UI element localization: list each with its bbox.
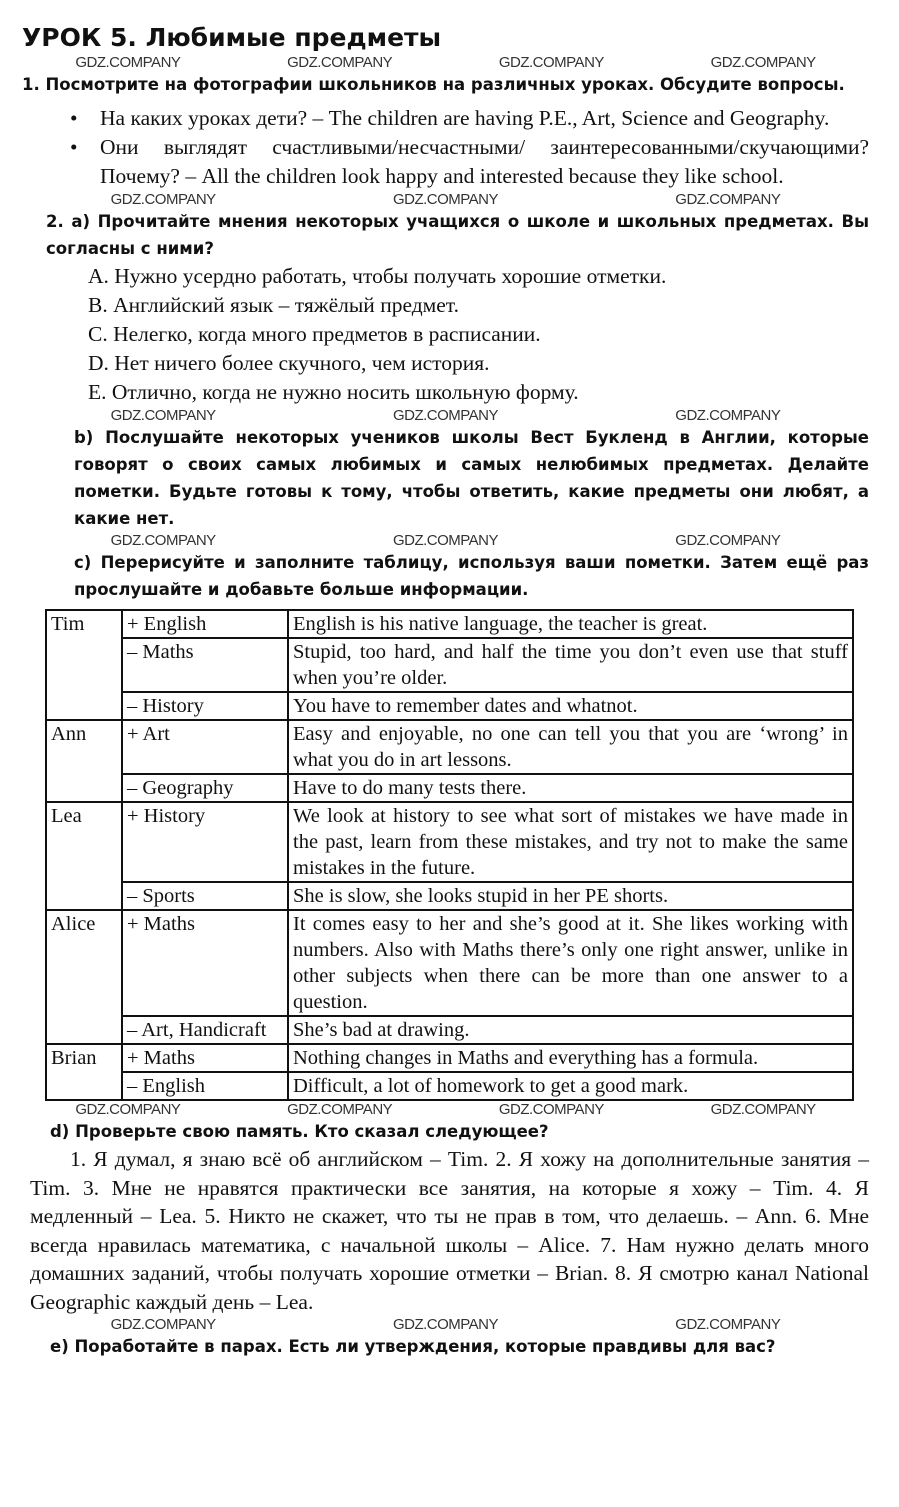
table-row	[46, 1016, 853, 1044]
table-row	[46, 720, 853, 774]
watermark: GDZ.COMPANY	[392, 191, 499, 208]
comment-cell: Stupid, too hard, and half the time you don’t even use that stuff when you’re older.	[288, 638, 853, 692]
watermark: GDZ.COMPANY	[392, 407, 499, 424]
subjects-table	[45, 609, 854, 1101]
bullet-item: • Они выглядят счастливыми/несчастными/ заинтересованными/скучающими? Почему? – All the children look happy and interested because they like school.	[62, 133, 869, 191]
watermark-row	[22, 1316, 869, 1333]
watermark-row	[22, 54, 869, 71]
watermark: GDZ.COMPANY	[710, 1101, 816, 1118]
subject-cell: – Art, Handicraft	[122, 1016, 288, 1044]
table-row	[46, 1072, 853, 1100]
exercise-2a-list	[88, 262, 869, 407]
watermark: GDZ.COMPANY	[498, 54, 604, 71]
statement: C. Нелегко, когда много предметов в расписании.	[88, 322, 541, 346]
subject-cell: – English	[122, 1072, 288, 1100]
table-row	[46, 774, 853, 802]
watermark: GDZ.COMPANY	[287, 54, 393, 71]
comment-cell: It comes easy to her and she’s good at it. She likes working with numbers. Also with Maths there’s only one right answer, unlike in other subjects when there can be more than one answer to a question.	[288, 910, 853, 1016]
watermark: GDZ.COMPANY	[498, 1101, 604, 1118]
comment-cell: Easy and enjoyable, no one can tell you that you are ‘wrong’ in what you do in art lessons.	[288, 720, 853, 774]
watermark: GDZ.COMPANY	[75, 54, 181, 71]
exercise-1-bullets	[62, 104, 869, 191]
exercise-2d-answers: 1. Я думал, я знаю всё об английском – Tim. 2. Я хожу на дополнительные занятия – Tim. 3. Мне не нравятся практически все занятия, на которые я хожу – Tim. 4. Я медленный – Lea. 5. Никто не скажет, что ты не прав в том, что делаешь. – Ann. 6. Мне всегда нравилась математика, с начальной школы – Alice. 7. Нам нужно делать много домашних заданий, чтобы получать хорошие отметки – Brian. 8. Я смотрю канал National Geographic каждый день – Lea.	[30, 1147, 869, 1314]
watermark-row	[22, 532, 869, 549]
bullet-item: • На каких уроках дети? – The children are having P.E., Art, Science and Geography.	[62, 104, 869, 133]
subject-cell: – Maths	[122, 638, 288, 692]
subject-cell: – History	[122, 692, 288, 720]
watermark: GDZ.COMPANY	[75, 1101, 181, 1118]
subject-cell: + Maths	[122, 1044, 288, 1072]
comment-cell: You have to remember dates and whatnot.	[288, 692, 853, 720]
watermark-row	[22, 191, 869, 208]
exercise-2e-heading: e) Поработайте в парах. Есть ли утверждения, которые правдивы для вас?	[50, 1337, 776, 1356]
watermark: GDZ.COMPANY	[110, 1316, 216, 1333]
watermark: GDZ.COMPANY	[710, 54, 816, 71]
watermark-row	[22, 407, 869, 424]
statement: B. Английский язык – тяжёлый предмет.	[88, 293, 459, 317]
exercise-2a-heading: 2. a) Прочитайте мнения некоторых учащихся о школе и школьных предметах. Вы согласны с ними?	[46, 212, 869, 258]
table-row	[46, 1044, 853, 1072]
subject-cell: – Sports	[122, 882, 288, 910]
student-name: Brian	[46, 1044, 122, 1100]
table-row	[46, 610, 853, 638]
table-row	[46, 910, 853, 1016]
watermark: GDZ.COMPANY	[675, 1316, 781, 1333]
watermark: GDZ.COMPANY	[110, 191, 216, 208]
watermark-row	[22, 1101, 869, 1118]
subject-cell: + Maths	[122, 910, 288, 1016]
watermark: GDZ.COMPANY	[287, 1101, 393, 1118]
comment-cell: Difficult, a lot of homework to get a good mark.	[288, 1072, 853, 1100]
subject-cell: – Geography	[122, 774, 288, 802]
watermark: GDZ.COMPANY	[675, 532, 781, 549]
exercise-2d-heading: d) Проверьте свою память. Кто сказал следующее?	[50, 1122, 549, 1141]
comment-cell: We look at history to see what sort of mistakes we have made in the past, learn from these mistakes, and try not to make the same mistakes in the future.	[288, 802, 853, 882]
statement: D. Нет ничего более скучного, чем история.	[88, 351, 490, 375]
watermark: GDZ.COMPANY	[110, 407, 216, 424]
statement: E. Отлично, когда не нужно носить школьную форму.	[88, 380, 579, 404]
table-row	[46, 882, 853, 910]
student-name: Ann	[46, 720, 122, 802]
table-row	[46, 692, 853, 720]
watermark: GDZ.COMPANY	[675, 407, 781, 424]
student-name: Tim	[46, 610, 122, 720]
comment-cell: Have to do many tests there.	[288, 774, 853, 802]
student-name: Lea	[46, 802, 122, 910]
watermark: GDZ.COMPANY	[675, 191, 781, 208]
watermark: GDZ.COMPANY	[392, 532, 499, 549]
statement: A. Нужно усердно работать, чтобы получать хорошие отметки.	[88, 264, 667, 288]
subject-cell: + History	[122, 802, 288, 882]
exercise-2c-heading: c) Перерисуйте и заполните таблицу, используя ваши пометки. Затем ещё раз прослушайте и добавьте больше информации.	[74, 553, 869, 599]
student-name: Alice	[46, 910, 122, 1044]
exercise-1-heading: 1. Посмотрите на фотографии школьников на различных уроках. Обсудите вопросы.	[22, 75, 845, 94]
comment-cell: She’s bad at drawing.	[288, 1016, 853, 1044]
table-row	[46, 638, 853, 692]
comment-cell: She is slow, she looks stupid in her PE shorts.	[288, 882, 853, 910]
watermark: GDZ.COMPANY	[110, 532, 216, 549]
lesson-title: УРОК 5. Любимые предметы	[22, 23, 442, 52]
subject-cell: + Art	[122, 720, 288, 774]
comment-cell: Nothing changes in Maths and everything has a formula.	[288, 1044, 853, 1072]
table-row	[46, 802, 853, 882]
subject-cell: + English	[122, 610, 288, 638]
comment-cell: English is his native language, the teacher is great.	[288, 610, 853, 638]
watermark: GDZ.COMPANY	[392, 1316, 499, 1333]
exercise-2b-heading: b) Послушайте некоторых учеников школы Вест Букленд в Англии, которые говорят о своих самых любимых и самых нелюбимых предметах. Делайте пометки. Будьте готовы к тому, чтобы ответить, какие предметы они любят, а какие нет.	[74, 428, 869, 528]
